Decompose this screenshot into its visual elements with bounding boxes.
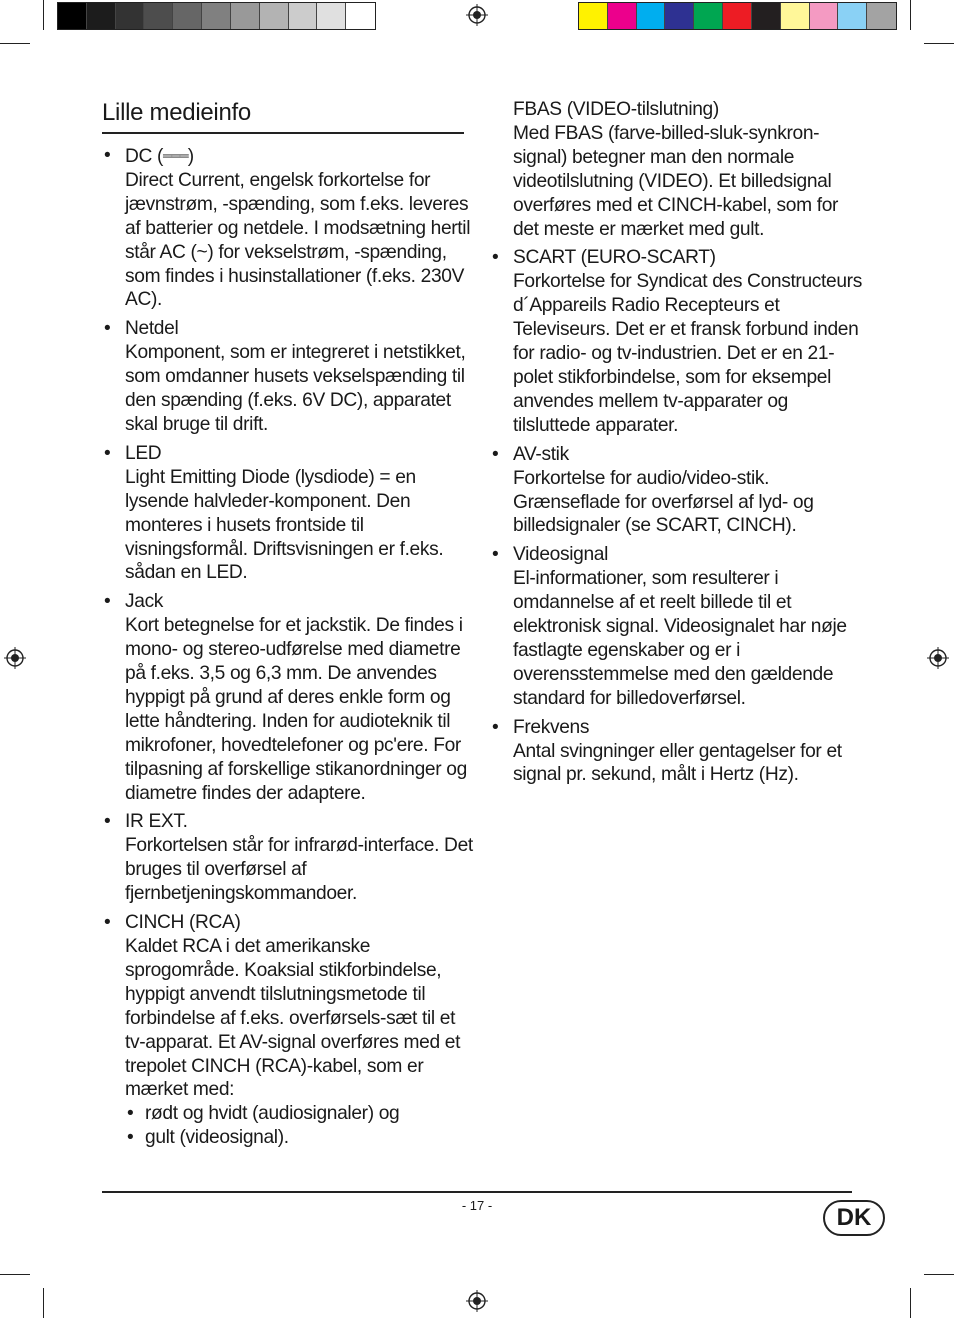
list-item-fbas [492,98,862,241]
process-color-swatch [810,3,839,29]
grayscale-swatch [260,3,289,29]
process-color-swatch [637,3,666,29]
grayscale-color-bar [57,2,376,30]
grayscale-swatch [144,3,173,29]
definition-netdel: Komponent, som er integreret i netstikket, som omdanner husets vekselspænding til den spænding (f.eks. 6V DC), apparatet skal bruge til drift. [125,342,466,435]
process-color-swatch [665,3,694,29]
definition-videosignal: El-informationer, som resulterer i omdannelse af et reelt billede til et elektronisk signal. Videosignalet har nøje fastlagte egenskaber og er i overensstemmelse med den gældende standard for billedoverførsel. [513,568,847,709]
grayscale-swatch [116,3,145,29]
definition-jack: Kort betegnelse for et jackstik. De findes i mono- og stereo-udførelse med diametre på f.eks. 3,5 og 6,3 mm. De anvendes hyppigt på grund af deres enkle form og lette håndtering. Inden for audioteknik til mikrofoner, hovedtelefoner og pc'ere. For tilpasning af forskellige stikanordninger og diametre findes der adaptere. [125,615,467,804]
registration-mark-top-icon [466,4,488,26]
crop-mark-top-right-h [924,43,954,44]
process-color-swatch [723,3,752,29]
list-item-scart [492,246,862,437]
left-column [104,144,474,1155]
crop-mark-top-left-h [0,43,30,44]
process-color-bar [578,2,897,30]
grayscale-swatch [317,3,346,29]
sub-list-item: • gult (videosignal). [127,1126,474,1150]
page-title: Lille medieinfo [102,98,464,134]
process-color-swatch [579,3,608,29]
definition-scart: Forkortelse for Syndicat des Constructeurs d´Appareils Radio Recepteurs et Televiseurs. Det er et fransk forbund inden for radio- og tv-industrien. Det er en 21-polet stikforbindelse, som for eksempel anvendes mellem tv-apparater og tilsluttede apparater. [513,271,862,436]
crop-mark-top-right-v [910,0,911,30]
definition-ir-ext: Forkortelsen står for infrarød-interface. Det bruges til overførsel af fjernbetjeningskommandoer. [125,835,473,905]
crop-mark-bottom-right-h [924,1274,954,1275]
list-item-videosignal [492,543,862,710]
definition-av-stik: Forkortelse for audio/video-stik. Grænseflade for overførsel af lyd- og billedsignaler (se SCART, CINCH). [513,467,814,537]
grayscale-swatch [173,3,202,29]
grayscale-swatch [231,3,260,29]
definition-cinch: Kaldet RCA i det amerikanske sprogområde. Koaksial stikforbindelse, hyppigt anvendt tilslutningsmetode til forbindelse af f.eks. overførsels-sæt til et tv-apparat. Et AV-signal overføres med et trepolet CINCH (RCA)-kabel, som er mærket med: [125,936,461,1101]
term-cinch: • CINCH (RCA) [125,912,241,934]
list-item-jack [104,590,474,805]
crop-mark-bottom-left-v [43,1288,44,1318]
process-color-swatch [867,3,896,29]
term-netdel: • Netdel [125,318,179,340]
term-dc: • DC (═══) [125,146,194,167]
list-item-av-stik [492,443,862,539]
process-color-swatch [838,3,867,29]
term-videosignal: • Videosignal [513,544,609,566]
grayscale-swatch [202,3,231,29]
registration-mark-right-icon [927,647,949,669]
term-fbas: FBAS (VIDEO-tilslutning) [513,99,719,120]
term-ir-ext: • IR EXT. [125,811,188,833]
process-color-swatch [752,3,781,29]
crop-mark-bottom-right-v [910,1288,911,1318]
footer-divider [102,1191,852,1193]
process-color-swatch [608,3,637,29]
right-column [492,98,862,792]
list-item-frekvens [492,716,862,788]
registration-mark-bottom-icon [466,1290,488,1312]
definition-fbas: Med FBAS (farve-billed-sluk-synkron-signal) betegner man den normale videotilslutning (VIDEO). Et billedsignal overføres med et CINCH-kabel, som for det meste er mærket med gult. [513,122,839,240]
list-item-netdel [104,317,474,437]
definition-frekvens: Antal svingninger eller gentagelser for et signal pr. sekund, målt i Hertz (Hz). [513,740,842,786]
list-item-cinch [104,911,474,1150]
page-number: - 17 - [461,1198,493,1213]
term-av-stik: • AV-stik [513,443,569,465]
list-item-ir-ext [104,810,474,906]
definition-led: Light Emitting Diode (lysdiode) = en lysende halvleder-komponent. Den monteres i husets frontside til visningsformål. Driftsvisningen er f.eks. sådan en LED. [125,466,444,584]
grayscale-swatch [87,3,116,29]
process-color-swatch [781,3,810,29]
language-badge: DK [823,1200,885,1236]
definition-dc: Direct Current, engelsk forkortelse for jævnstrøm, -spænding, som f.eks. leveres af batterier og netdele. I modsætning hertil står AC (~) for vekselstrøm, -spænding, som findes i husinstallationer (f.eks. 230V AC). [125,169,471,311]
registration-mark-left-icon [4,647,26,669]
list-item-dc [104,144,474,312]
term-frekvens: • Frekvens [513,716,590,738]
list-item-led [104,442,474,585]
grayscale-swatch [289,3,318,29]
term-jack: • Jack [125,591,164,613]
term-led: • LED [125,442,162,464]
crop-mark-bottom-left-h [0,1274,30,1275]
cinch-color-list [125,1102,474,1150]
process-color-swatch [694,3,723,29]
term-scart: • SCART (EURO-SCART) [513,247,716,269]
grayscale-swatch [346,3,375,29]
sub-list-item: • rødt og hvidt (audiosignaler) og [127,1102,474,1126]
crop-mark-top-left-v [43,0,44,30]
grayscale-swatch [58,3,87,29]
dc-symbol-icon: ═══ [163,148,188,163]
